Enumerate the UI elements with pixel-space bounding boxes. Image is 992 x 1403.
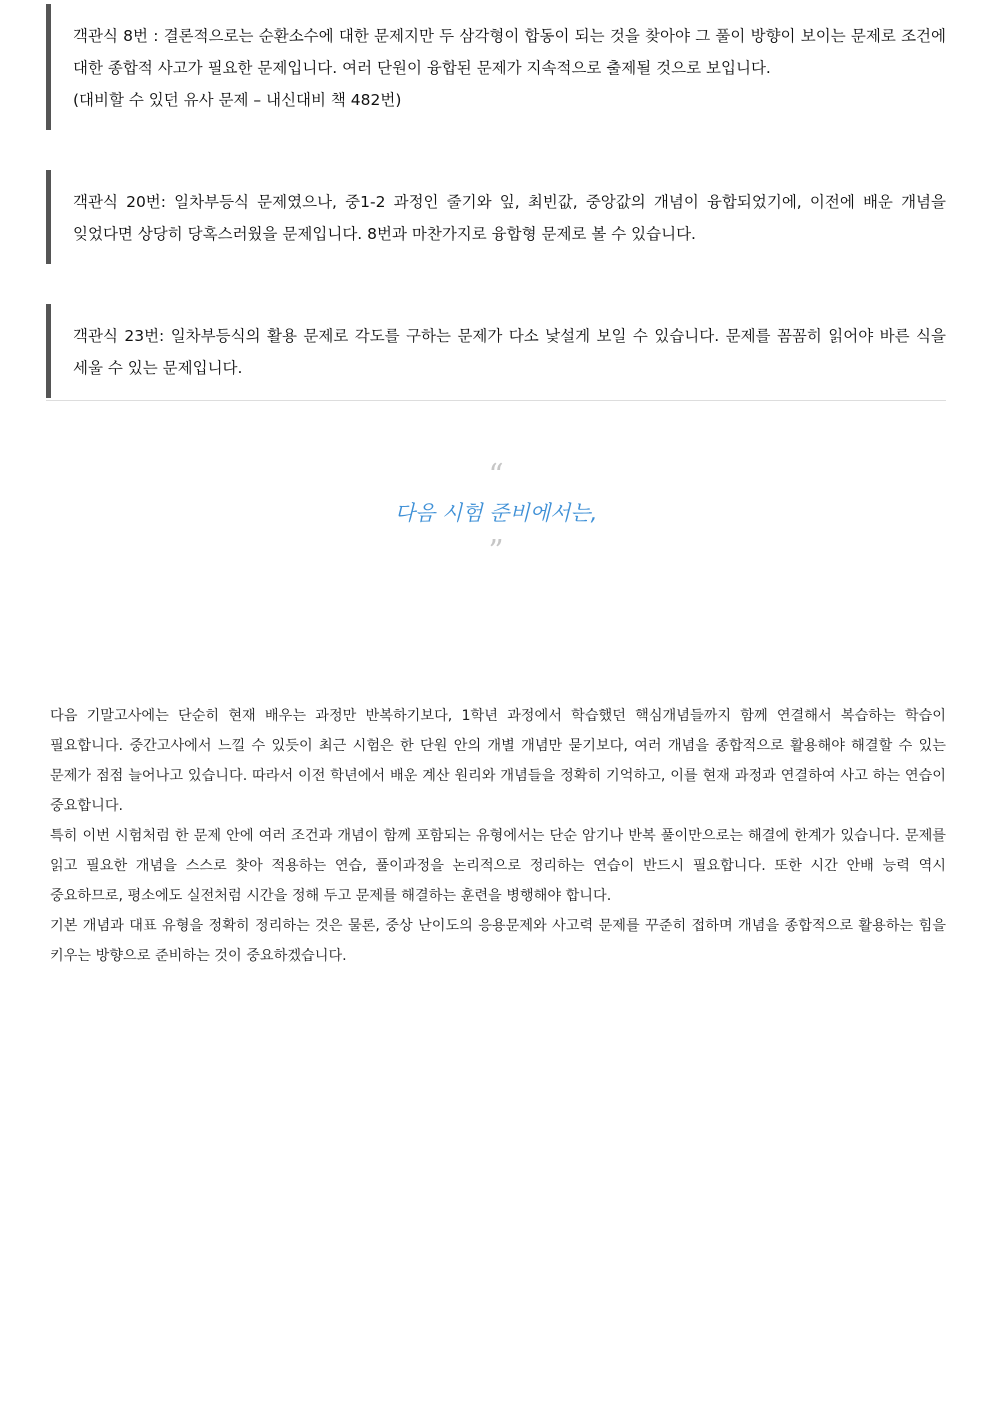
note-text-q23: 객관식 23번: 일차부등식의 활용 문제로 각도를 구하는 문제가 다소 낯설게 보일 수 있습니다. 문제를 꼼꼼히 읽어야 바른 식을 세울 수 있는 문제입니다. [73, 327, 946, 377]
note-blockquote-q8 [46, 4, 946, 130]
body-paragraph-3: 기본 개념과 대표 유형을 정확히 정리하는 것은 물론, 중상 난이도의 응용문제와 사고력 문제를 꾸준히 접하며 개념을 종합적으로 활용하는 힘을 키우는 방향으로 준비하는 것이 중요하겠습니다. [50, 918, 946, 964]
body-paragraph-1: 다음 기말고사에는 단순히 현재 배우는 과정만 반복하기보다, 1학년 과정에서 학습했던 핵심개념들까지 함께 연결해서 복습하는 학습이 필요합니다. 중간고사에서 느낄 수 있듯이 최근 시험은 한 단원 안의 개별 개념만 묻기보다, 여러 개념을 종합적으로 활용해야 해결할 수 있는 문제가 점점 늘어나고 있습니다. 따라서 이전 학년에서 배운 계산 원리와 개념들을 정확히 기억하고, 이를 현재 과정과 연결하여 사고 하는 연습이 중요합니다. [50, 708, 946, 814]
note-blockquote-q23 [46, 304, 946, 398]
note-text-q20: 객관식 20번: 일차부등식 문제였으나, 중1-2 과정인 줄기와 잎, 최빈값, 중앙값의 개념이 융합되었기에, 이전에 배운 개념을 잊었다면 상당히 당혹스러웠을 문제입니다. 8번과 마찬가지로 융합형 문제로 볼 수 있습니다. [73, 193, 946, 243]
open-quote-icon: “ [488, 458, 504, 493]
section-divider [46, 400, 946, 401]
pull-quote-text: 다음 시험 준비에서는, [394, 501, 598, 525]
note-text-q8-line1: 객관식 8번 : 결론적으로는 순환소수에 대한 문제지만 두 삼각형이 합동이 되는 것을 찾아야 그 풀이 방향이 보이는 문제로 조건에 대한 종합적 사고가 필요한 문제입니다. 여러 단원이 융합된 문제가 지속적으로 출제될 것으로 보입니다. [73, 27, 946, 77]
body-text [46, 701, 946, 971]
pull-quote [46, 458, 946, 661]
body-paragraph-2: 특히 이번 시험처럼 한 문제 안에 여러 조건과 개념이 함께 포함되는 유형에서는 단순 암기나 반복 풀이만으로는 해결에 한계가 있습니다. 문제를 읽고 필요한 개념을 스스로 찾아 적용하는 연습, 풀이과정을 논리적으로 정리하는 연습이 반드시 필요합니다. 또한 시간 안배 능력 역시 중요하므로, 평소에도 실전처럼 시간을 정해 두고 문제를 해결하는 훈련을 병행해야 합니다. [50, 828, 946, 904]
note-text-q8-line2: (대비할 수 있던 유사 문제 – 내신대비 책 482번) [73, 91, 402, 109]
close-quote-icon: ” [488, 534, 504, 569]
document-page [46, 0, 946, 971]
note-blockquote-q20 [46, 170, 946, 264]
